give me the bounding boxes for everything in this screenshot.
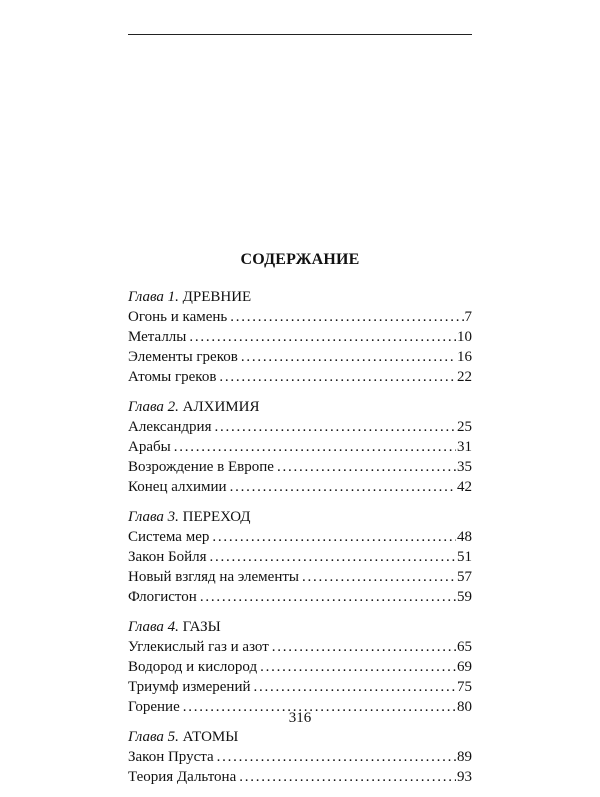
page-number: 316 xyxy=(288,710,312,726)
entry-title: Триумф измерений xyxy=(128,679,251,695)
dot-leader xyxy=(241,347,456,367)
entry-title: Флогистон xyxy=(128,589,197,605)
entry-page-number: 93 xyxy=(457,769,472,785)
toc-entry xyxy=(128,567,472,587)
chapter-name: ДРЕВНИЕ xyxy=(182,289,252,305)
toc-entry xyxy=(128,747,472,767)
toc-chapter xyxy=(128,287,472,387)
chapter-title xyxy=(128,397,472,417)
dot-leader xyxy=(219,367,456,387)
chapter-name: АЛХИМИЯ xyxy=(182,399,260,415)
chapter-label: Глава 4. xyxy=(128,619,179,635)
toc-entry xyxy=(128,637,472,657)
entry-page-number: 89 xyxy=(457,749,472,765)
entry-title: Теория Дальтона xyxy=(128,769,237,785)
entry-title: Александрия xyxy=(128,419,212,435)
dot-leader xyxy=(217,747,456,767)
dot-leader xyxy=(214,417,456,437)
chapter-title xyxy=(128,507,472,527)
toc-entry xyxy=(128,417,472,437)
chapter-name: ГАЗЫ xyxy=(182,619,221,635)
chapter-label: Глава 2. xyxy=(128,399,179,415)
chapter-title xyxy=(128,287,472,307)
toc-entry xyxy=(128,307,472,327)
entry-title: Арабы xyxy=(128,439,171,455)
entry-page-number: 31 xyxy=(457,439,472,455)
toc-entry xyxy=(128,457,472,477)
entry-page-number: 80 xyxy=(457,699,472,715)
entry-page-number: 7 xyxy=(464,309,472,325)
toc-chapter xyxy=(128,397,472,497)
entry-title: Элементы греков xyxy=(128,349,238,365)
toc-heading: СОДЕРЖАНИЕ xyxy=(240,251,360,268)
toc-entry xyxy=(128,547,472,567)
toc-chapter xyxy=(128,507,472,607)
entry-title: Новый взгляд на элементы xyxy=(128,569,299,585)
toc-entry xyxy=(128,587,472,607)
dot-leader xyxy=(272,637,456,657)
entry-title: Углекислый газ и азот xyxy=(128,639,269,655)
chapter-label: Глава 3. xyxy=(128,509,179,525)
entry-page-number: 69 xyxy=(457,659,472,675)
entry-page-number: 25 xyxy=(457,419,472,435)
entry-page-number: 48 xyxy=(457,529,472,545)
entry-page-number: 57 xyxy=(457,569,472,585)
chapter-title xyxy=(128,727,472,747)
entry-page-number: 16 xyxy=(457,349,472,365)
entry-title: Закон Бойля xyxy=(128,549,207,565)
chapter-title xyxy=(128,617,472,637)
toc-chapter xyxy=(128,617,472,717)
toc-entry xyxy=(128,767,472,787)
dot-leader xyxy=(230,477,456,497)
entry-page-number: 22 xyxy=(457,369,472,385)
entry-page-number: 42 xyxy=(457,479,472,495)
entry-title: Закон Пруста xyxy=(128,749,214,765)
chapter-label: Глава 1. xyxy=(128,289,179,305)
toc-entry xyxy=(128,527,472,547)
entry-page-number: 65 xyxy=(457,639,472,655)
toc-entry xyxy=(128,367,472,387)
dot-leader xyxy=(260,657,456,677)
toc-entry xyxy=(128,327,472,347)
dot-leader xyxy=(200,587,456,607)
dot-leader xyxy=(212,527,456,547)
top-rule xyxy=(128,34,472,35)
toc-entry xyxy=(128,347,472,367)
entry-title: Водород и кислород xyxy=(128,659,258,675)
toc-entry xyxy=(128,677,472,697)
dot-leader xyxy=(239,767,456,787)
dot-leader xyxy=(302,567,456,587)
dot-leader xyxy=(174,437,456,457)
entry-page-number: 75 xyxy=(457,679,472,695)
chapter-label: Глава 5. xyxy=(128,729,179,745)
toc-entry xyxy=(128,657,472,677)
entry-title: Конец алхимии xyxy=(128,479,227,495)
entry-page-number: 59 xyxy=(457,589,472,605)
chapter-name: ПЕРЕХОД xyxy=(182,509,251,525)
entry-title: Огонь и камень xyxy=(128,309,228,325)
dot-leader xyxy=(189,327,456,347)
toc-entry xyxy=(128,477,472,497)
entry-title: Система мер xyxy=(128,529,210,545)
toc-entry xyxy=(128,437,472,457)
dot-leader xyxy=(210,547,456,567)
entry-page-number: 51 xyxy=(457,549,472,565)
chapter-name: АТОМЫ xyxy=(182,729,239,745)
entry-title: Горение xyxy=(128,699,180,715)
toc-chapter xyxy=(128,727,472,787)
entry-title: Металлы xyxy=(128,329,187,345)
dot-leader xyxy=(254,677,456,697)
entry-page-number: 35 xyxy=(457,459,472,475)
dot-leader xyxy=(277,457,456,477)
entry-title: Атомы греков xyxy=(128,369,217,385)
entry-page-number: 10 xyxy=(457,329,472,345)
entry-title: Возрождение в Европе xyxy=(128,459,274,475)
dot-leader xyxy=(230,307,463,327)
